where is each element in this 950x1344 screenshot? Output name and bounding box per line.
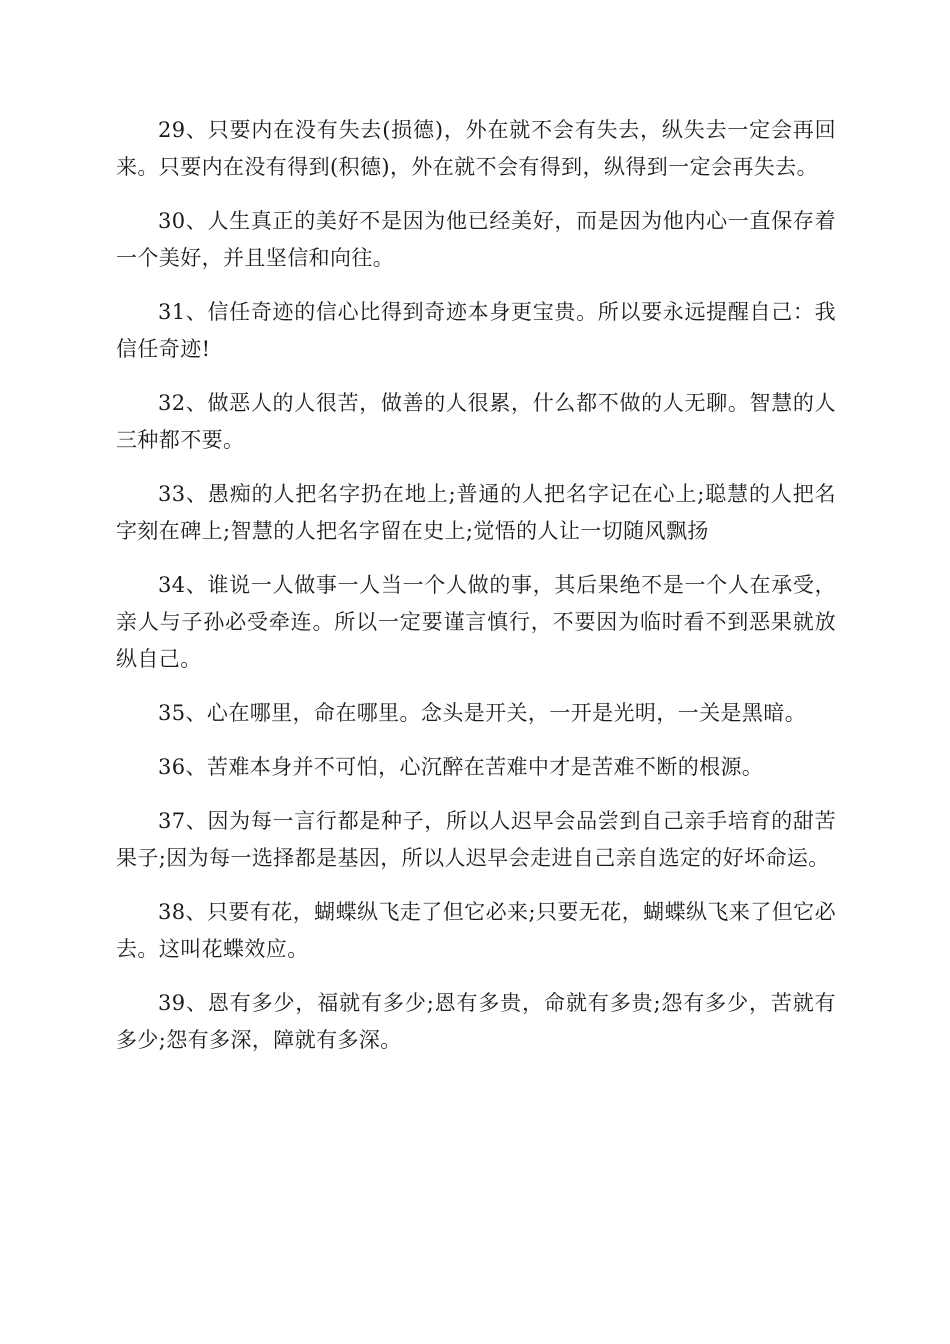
paragraph-32: 32、做恶人的人很苦，做善的人很累，什么都不做的人无聊。智慧的人三种都不要。	[116, 391, 836, 452]
paragraph-38: 38、只要有花，蝴蝶纵飞走了但它必来;只要无花，蝴蝶纵飞来了但它必去。这叫花蝶效应。	[116, 900, 836, 961]
paragraph-36: 36、苦难本身并不可怕，心沉醉在苦难中才是苦难不断的根源。	[158, 755, 764, 779]
document-body	[116, 112, 836, 1076]
paragraph-39: 39、恩有多少，福就有多少;恩有多贵，命就有多贵;怨有多少，苦就有多少;怨有多深，障就有多深。	[116, 991, 836, 1052]
paragraph-33: 33、愚痴的人把名字扔在地上;普通的人把名字记在心上;聪慧的人把名字刻在碑上;智慧的人把名字留在史上;觉悟的人让一切随风飘扬	[116, 482, 836, 543]
paragraph-37: 37、因为每一言行都是种子，所以人迟早会品尝到自己亲手培育的甜苦果子;因为每一选择都是基因，所以人迟早会走进自己亲自选定的好坏命运。	[116, 809, 836, 870]
paragraph-35: 35、心在哪里，命在哪里。念头是开关，一开是光明，一关是黑暗。	[158, 701, 807, 725]
paragraph-30: 30、人生真正的美好不是因为他已经美好，而是因为他内心一直保存着一个美好，并且坚信和向往。	[116, 209, 836, 270]
paragraph-29: 29、只要内在没有失去(损德)，外在就不会有失去，纵失去一定会再回来。只要内在没有得到(积德)，外在就不会有得到，纵得到一定会再失去。	[116, 118, 836, 179]
paragraph-31: 31、信任奇迹的信心比得到奇迹本身更宝贵。所以要永远提醒自己：我信任奇迹!	[116, 300, 836, 361]
paragraph-34: 34、谁说一人做事一人当一个人做的事，其后果绝不是一个人在承受，亲人与子孙必受牵连。所以一定要谨言慎行，不要因为临时看不到恶果就放纵自己。	[116, 573, 836, 671]
